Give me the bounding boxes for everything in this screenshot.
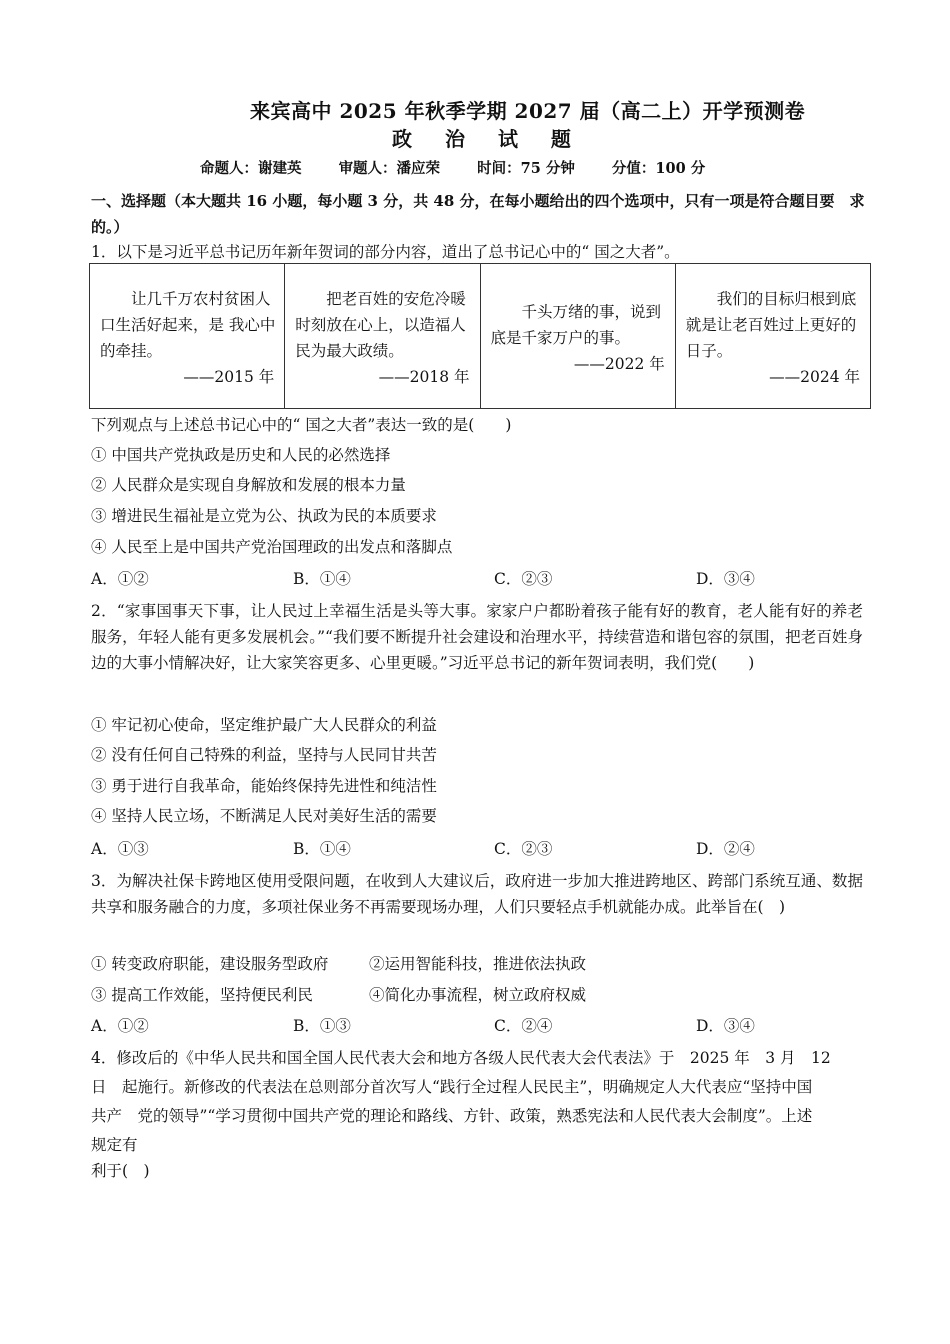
choice-a[interactable]: A．①② [91, 570, 149, 588]
quote-year: ——2015 年 [183, 368, 275, 386]
q3-statement-1: ① 转变政府职能，建设服务型政府 [91, 955, 329, 973]
q3-statement-4: ④简化办事流程，树立政府权威 [369, 986, 587, 1004]
quote-text: 我们的目标归根到底就是让老百姓过上更好的日子。 [685, 290, 857, 360]
q2-stem: 2．“家事国事天下事，让人民过上幸福生活是头等大事。家家户户都盼着孩子能有好的教育，老人能有好的养老服务，年轻人能有更多发展机会。”“我们要不断提升社会建设和治理水平，持续营造和谐包容的氛围，把老百姓身边的大事小情解决好，让大家笑容更多、心里更暖。”习近平总书记的新年贺词表明，我们党( ) [91, 602, 863, 672]
choice-d[interactable]: D．②④ [696, 840, 755, 858]
quote-cell [675, 264, 870, 409]
subject-char: 治 [444, 127, 465, 151]
quote-text: 把老百姓的安危冷暖时刻放在心上，以造福人民为最大政绩。 [295, 290, 466, 360]
q4-line-3: 共产 党的领导”“学习贯彻中国共产党的理论和路线、方针、政策，熟悉宪法和人民代表大会制度”。上述 [91, 1107, 813, 1125]
q4-line-4: 规定有 [91, 1136, 138, 1154]
q3-stem: 3．为解决社保卡跨地区使用受限问题，在收到人大建议后，政府进一步加大推进跨地区、跨部门系统互通、数据共享和服务融合的力度，多项社保业务不再需要现场办理，人们只要轻点手机就能办成。此举旨在( ) [91, 872, 863, 916]
choice-d[interactable]: D．③④ [696, 570, 755, 588]
choice-c[interactable]: C．②③ [494, 840, 553, 858]
subject-char: 题 [550, 127, 571, 151]
quote-cell [480, 264, 675, 409]
quote-text: 让几千万农村贫困人口生活好起来，是 我心中的牵挂。 [100, 290, 276, 360]
quote-year: ——2024 年 [769, 368, 860, 386]
choice-d[interactable]: D．③④ [696, 1017, 755, 1035]
exam-meta [200, 157, 737, 178]
q4-line-2: 日 起施行。新修改的代表法在总则部分首次写人“践行全过程人民民主”，明确规定人大代表应“坚持中国 [91, 1078, 813, 1096]
quote-year: ——2022 年 [573, 355, 665, 373]
q1-statement-1: ① 中国共产党执政是历史和人民的必然选择 [91, 446, 391, 464]
q1-stem: 1．以下是习近平总书记历年新年贺词的部分内容，道出了总书记心中的“ 国之大者”。 [91, 243, 680, 261]
q2-statement-3: ③ 勇于进行自我革命，能始终保持先进性和纯洁性 [91, 777, 437, 795]
q2-statement-4: ④ 坚持人民立场，不断满足人民对美好生活的需要 [91, 807, 437, 825]
choice-a[interactable]: A．①③ [91, 840, 149, 858]
q4-line-1: 4．修改后的《中华人民共和国全国人民代表大会和地方各级人民代表大会代表法》于 2025 年 3 月 12 [91, 1049, 831, 1067]
q1-choices [91, 567, 871, 589]
author: 命题人：谢建英 [200, 160, 302, 177]
choice-c[interactable]: C．②③ [494, 570, 553, 588]
reviewer: 审题人：潘应荣 [338, 160, 441, 177]
subject-char: 政 [392, 127, 412, 151]
choice-b[interactable]: B．①④ [293, 570, 351, 588]
q3-choices [91, 1014, 871, 1036]
subject-title [392, 123, 597, 152]
q3-statement-3: ③ 提高工作效能，坚持便民利民 [91, 986, 313, 1004]
q1-prompt: 下列观点与上述总书记心中的“ 国之大者”表达一致的是( ) [91, 416, 512, 434]
choice-a[interactable]: A．①② [91, 1017, 149, 1035]
choice-b[interactable]: B．①④ [293, 840, 351, 858]
q1-statement-2: ② 人民群众是实现自身解放和发展的根本力量 [91, 476, 406, 494]
q2-choices [91, 837, 871, 859]
choice-b[interactable]: B．①③ [293, 1017, 351, 1035]
q2-statement-2: ② 没有任何自己特殊的利益，坚持与人民同甘共苦 [91, 746, 437, 764]
quote-text: 千头万绪的事，说到底是千家万户的事。 [490, 303, 662, 347]
quote-cell [90, 264, 285, 409]
quote-cell [285, 264, 480, 409]
exam-score: 分值：100 分 [611, 160, 706, 177]
quote-year: ——2018 年 [378, 368, 470, 386]
q1-statement-3: ③ 增进民生福祉是立党为公、执政为民的本质要求 [91, 507, 437, 525]
choice-c[interactable]: C．②④ [494, 1017, 553, 1035]
subject-char: 试 [497, 127, 518, 151]
q4-line-5: 利于( ) [91, 1162, 150, 1180]
section-heading: 一、选择题（本大题共 16 小题，每小题 3 分，共 48 分，在每小题给出的四个选项中，只有一项是符合题目要 求的。） [91, 192, 865, 236]
exam-title: 来宾高中 2025 年秋季学期 2027 届（高二上）开学预测卷 [250, 99, 806, 123]
q2-statement-1: ① 牢记初心使命，坚定维护最广大人民群众的利益 [91, 716, 437, 734]
q1-statement-4: ④ 人民至上是中国共产党治国理政的出发点和落脚点 [91, 538, 453, 556]
exam-time: 时间：75 分钟 [477, 160, 575, 177]
q3-statement-2: ②运用智能科技，推进依法执政 [369, 955, 587, 973]
q1-quote-table [89, 263, 871, 409]
